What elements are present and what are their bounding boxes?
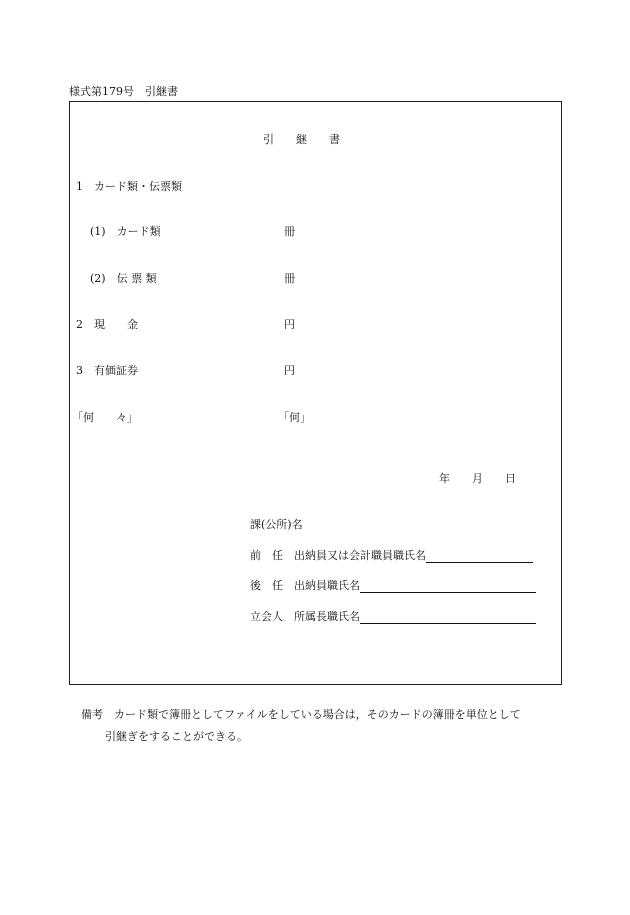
form-title: 引 継 書 xyxy=(263,133,340,146)
cards-unit: 冊 xyxy=(284,225,295,238)
witness-signature-line xyxy=(360,610,536,624)
predecessor-label: 前 任 出納員又は会計職員職氏名 xyxy=(250,549,426,562)
predecessor-row xyxy=(250,549,533,563)
dept-name-label: 課(公所)名 xyxy=(250,518,303,531)
witness-label: 立会人 所属長職氏名 xyxy=(250,610,360,623)
successor-signature-line xyxy=(360,579,536,593)
securities-unit: 円 xyxy=(284,364,295,377)
securities-label: 3 有価証券 xyxy=(76,364,138,377)
placeholder-right: 「何」 xyxy=(278,411,311,424)
predecessor-signature-line xyxy=(426,549,533,563)
placeholder-left: 「何 々」 xyxy=(72,411,138,424)
section-1-heading: 1 カード類・伝票類 xyxy=(76,180,182,193)
date-line: 年 月 日 xyxy=(439,472,516,485)
cards-label: (1) カード類 xyxy=(90,225,161,238)
cash-unit: 円 xyxy=(284,318,295,331)
cash-label: 2 現 金 xyxy=(76,318,138,331)
note-line-2: 引継ぎをすることができる。 xyxy=(105,730,248,743)
successor-label: 後 任 出納員職氏名 xyxy=(250,579,360,592)
note-line-1: 備考 カード類で簿冊としてファイルをしている場合は，そのカードの簿冊を単位として xyxy=(81,708,521,721)
form-number: 様式第179号 引継書 xyxy=(69,85,178,98)
witness-row xyxy=(250,610,536,624)
vouchers-label: (2) 伝 票 類 xyxy=(90,272,157,285)
vouchers-unit: 冊 xyxy=(284,272,295,285)
successor-row xyxy=(250,579,536,593)
